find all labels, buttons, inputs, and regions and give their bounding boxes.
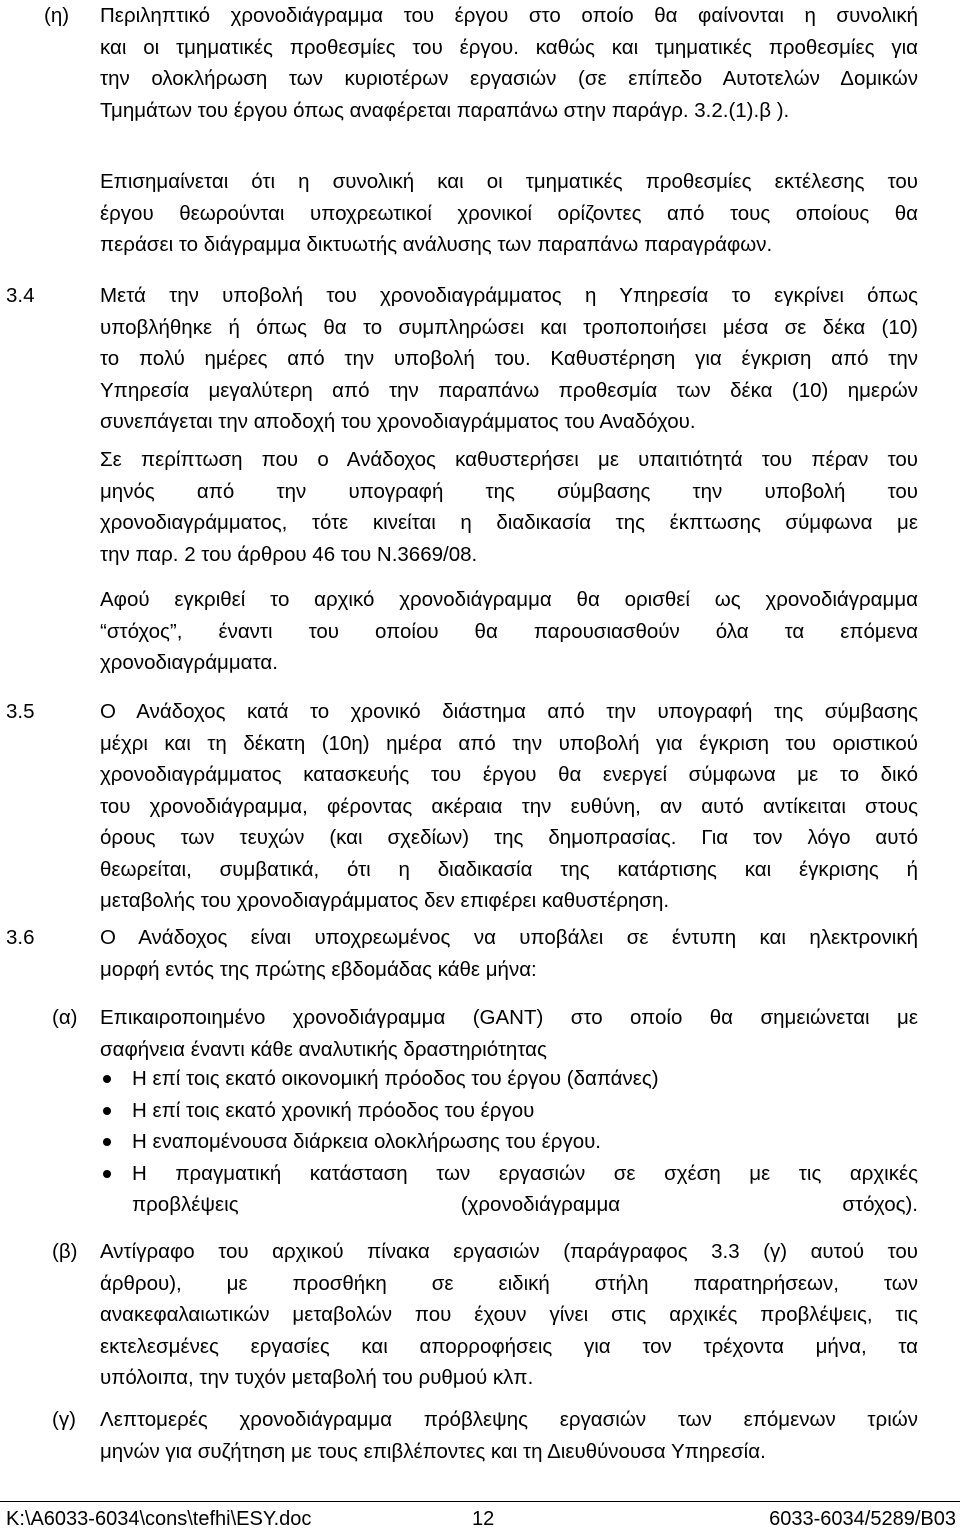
footer-page-number: 12 [472,1508,495,1530]
paragraph-3-4 [100,280,918,438]
text-line: ανακεφαλαιωτικών μεταβολών που έχουν γίνει στις αρχικές προβλέψεις, τις [100,1303,918,1326]
text-line: χρονοδιαγράμματος, τότε κινείται η διαδικασία της έκπτωσης σύμφωνα με [100,511,918,534]
text-line: Σε περίπτωση που ο Ανάδοχος καθυστερήσει με υπαιτιότητά του πέραν του [100,448,918,471]
text-line: μηνός από την υπογραφή της σύμβασης την υποβολή του [100,479,918,503]
text-line: Η επί τοις εκατό οικονομική πρόοδος του έργου (δαπάνες) [132,1067,659,1090]
footer-file-path: K:\A6033-6034\cons\tefhi\ESY.doc [6,1508,312,1530]
text-line: Μετά την υποβολή του χρονοδιαγράμματος η Υπηρεσία το εγκρίνει όπως [100,284,918,307]
bullet-icon [103,1170,111,1178]
text-line: χρονοδιαγράμματος κατασκευής του έργου θα ενεργεί σύμφωνα με το δικό [100,763,918,786]
text-line: “στόχος”, έναντι του οποίου θα παρουσιασθούν όλα τα επόμενα [100,619,918,643]
text-line: Αντίγραφο του αρχικού πίνακα εργασιών (παράγραφος 3.3 (γ) αυτού του [100,1240,918,1263]
text-line: συνεπάγεται την αποδοχή του χρονοδιαγράμματος του Αναδόχου. [100,410,696,433]
bullet-icon [103,1138,111,1146]
text-line: σαφήνεια έναντι κάθε αναλυτικής δραστηριότητας [100,1037,547,1061]
text-line: Η εναπομένουσα διάρκεια ολοκλήρωσης του έργου. [132,1130,601,1153]
text-line: Υπηρεσία μεγαλύτερη από την παραπάνω προθεσμία των δέκα (10) ημερών [100,378,918,402]
section-number-3-4: 3.4 [6,284,35,307]
text-line: Λεπτομερές χρονοδιάγραμμα πρόβλεψης εργασιών των επόμενων τριών [100,1408,918,1431]
text-line: το πολύ ημέρες από την υποβολή του. Καθυστέρηση για έγκριση από την [100,347,918,370]
text-line: Περιληπτικό χρονοδιάγραμμα του έργου στο οποίο θα φαίνονται η συνολική [100,4,918,27]
item-label-beta: (β) [52,1240,78,1263]
text-line: μέχρι και τη δέκατη (10η) ημέρα από την υποβολή για έγκριση του οριστικού [100,731,918,755]
text-line: περάσει το διάγραμμα δικτυωτής ανάλυσης των παραπάνω παραγράφων. [100,233,773,256]
text-line: μορφή εντός της πρώτης εβδομάδας κάθε μήνα: [100,957,537,981]
paragraph-eta [100,0,918,126]
text-line: χρονοδιαγράμματα. [100,651,278,674]
item-label-gamma: (γ) [52,1408,76,1431]
paragraph-beta [100,1236,918,1394]
text-line: και οι τμηματικές προθεσμίες του έργου. καθώς και τμηματικές προθεσμίες για [100,35,918,59]
text-line: προβλέψεις (χρονοδιάγραμμα στόχος). [132,1193,918,1216]
page-footer [0,1501,960,1537]
text-line: Η πραγματική κατάσταση των εργασιών σε σχέση με τις αρχικές [132,1161,918,1185]
paragraph-3-4-delay [100,444,918,570]
text-line: μεταβολής του χρονοδιαγράμματος δεν επιφέρει καθυστέρηση. [100,889,670,912]
text-line: όρους των τευχών (και σχεδίων) της δημοπρασίας. Για τον λόγο αυτό [100,826,918,849]
list-item [100,1126,918,1158]
text-line: άρθρου), με προσθήκη σε ειδική στήλη παρατηρήσεων, των [100,1271,918,1295]
text-line: Επισημαίνεται ότι η συνολική και οι τμηματικές προθεσμίες εκτέλεσης του [100,170,918,193]
text-line: Αφού εγκριθεί το αρχικό χρονοδιάγραμμα θα ορισθεί ως χρονοδιάγραμμα [100,588,918,611]
paragraph-3-4-target [100,584,918,679]
item-label-alpha: (α) [52,1006,78,1029]
text-line: έργου θεωρούνται υποχρεωτικοί χρονικοί ορίζοντες από τους οποίους θα [100,201,918,225]
section-number-3-6: 3.6 [6,926,35,949]
list-item [100,1095,918,1127]
paragraph-3-5 [100,696,918,917]
list-item [100,1063,918,1095]
text-line: Ο Ανάδοχος είναι υποχρεωμένος να υποβάλει σε έντυπη και ηλεκτρονική [100,926,918,949]
text-line: θεωρείται, συμβατικά, ότι η διαδικασία της κατάρτισης και έγκρισης ή [100,857,918,881]
text-line: Η επί τοις εκατό χρονική πρόοδος του έργου [132,1098,535,1122]
paragraph-alpha [100,1002,918,1065]
paragraph-gamma [100,1404,918,1467]
section-number-3-5: 3.5 [6,700,35,723]
item-label-eta: (η) [44,4,70,27]
text-line: την ολοκλήρωση των κυριοτέρων εργασιών (σε επίπεδο Αυτοτελών Δομικών [100,67,918,90]
bullet-icon [103,1107,111,1115]
text-line: του χρονοδιάγραμμα, φέροντας ακέραια την ευθύνη, αν αυτό αντίκειται στους [100,794,918,818]
paragraph-3-6 [100,922,918,985]
text-line: υπόλοιπα, την τυχόν μεταβολή του ρυθμού κλπ. [100,1366,534,1389]
text-line: Ο Ανάδοχος κατά το χρονικό διάστημα από την υπογραφή της σύμβασης [100,700,918,723]
footer-document-code: 6033-6034/5289/B03 [769,1508,956,1530]
bullet-list [100,1063,918,1221]
text-line: υποβλήθηκε ή όπως θα το συμπληρώσει και τροποποιήσει μέσα σε δέκα (10) [100,315,918,339]
list-item [100,1158,918,1221]
paragraph-note [100,166,918,261]
text-line: Επικαιροποιημένο χρονοδιάγραμμα (GANT) στο οποίο θα σημειώνεται με [100,1006,918,1029]
text-line: Τμημάτων του έργου όπως αναφέρεται παραπάνω στην παράγρ. 3.2.(1).β ). [100,98,790,122]
bullet-icon [103,1075,111,1083]
text-line: μηνών για συζήτηση με τους επιβλέποντες και τη Διευθύνουσα Υπηρεσία. [100,1439,766,1463]
text-line: εκτελεσμένες εργασίες και απορροφήσεις για τον τρέχοντα μήνα, τα [100,1334,918,1358]
text-line: την παρ. 2 του άρθρου 46 του Ν.3669/08. [100,542,478,566]
